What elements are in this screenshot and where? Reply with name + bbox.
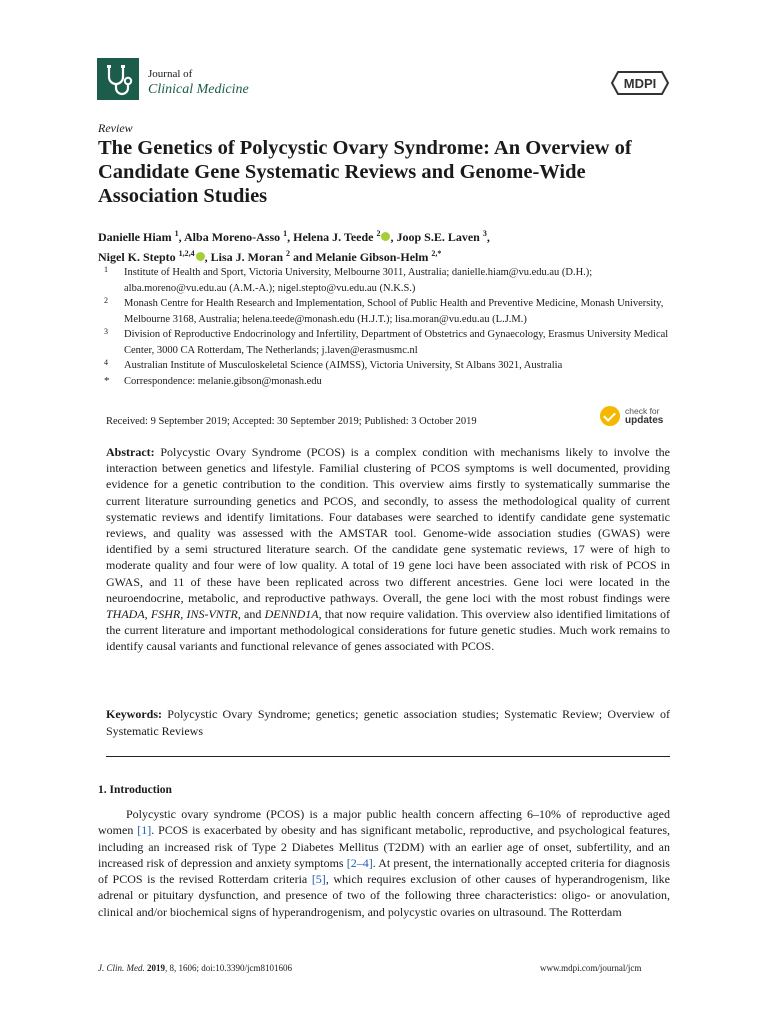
author-name: Danielle Hiam xyxy=(98,230,172,244)
author-separator: , xyxy=(486,230,490,244)
author-name: Alba Moreno-Asso xyxy=(184,230,281,244)
author-affiliation-mark: 1,2,4 xyxy=(178,248,195,258)
mdpi-logo[interactable] xyxy=(610,68,670,98)
keywords-text: Polycystic Ovary Syndrome; genetics; genetic association studies; Systematic Review; Overview of Systematic Reviews xyxy=(106,707,670,738)
journal-name-line2: Clinical Medicine xyxy=(148,82,249,97)
affiliation-mark: 2 xyxy=(104,296,108,305)
intro-text-3: . At present, the internationally accepted criteria for diagnosis of PCOS is the revised Rotterdam criteria xyxy=(98,855,670,887)
abstract-gene-last: DENND1A xyxy=(264,607,319,622)
intro-text-4: , which requires exclusion of other causes of hyperandrogenism, like adrenal or pituitary dysfunction, and presence of two of the following three characteristics: oligo- or anovulation, clinical and/or biochemical signs of hyperandrogenism, and polycystic ovaries on ultrasound. The Rotterdam xyxy=(98,872,670,919)
affiliation-text: Australian Institute of Musculoskeletal Science (AIMSS), Victoria University, St Albans 3021, Australia xyxy=(124,360,563,371)
footer-citation xyxy=(98,963,292,973)
affiliation-mark: 3 xyxy=(104,327,108,336)
author-separator: , xyxy=(390,230,397,244)
abstract-genes: THADA, FSHR, INS-VNTR xyxy=(106,607,238,622)
footer-url[interactable]: www.mdpi.com/journal/jcm xyxy=(540,963,642,973)
citation-link[interactable]: [2–4] xyxy=(346,855,373,870)
author-list xyxy=(98,226,678,265)
check-for-updates-button[interactable] xyxy=(600,406,672,428)
affiliation-text: Institute of Health and Sport, Victoria University, Melbourne 3011, Australia; danielle.hiam@vu.edu.au (D.H.); alba.moreno@vu.edu.au (A.M.-A.); nigel.stepto@vu.edu.au (N.K.S.) xyxy=(124,267,593,294)
author-separator: , xyxy=(178,230,185,244)
affiliation-item xyxy=(104,327,684,358)
introduction-heading: 1. Introduction xyxy=(98,784,172,796)
checkmark-icon xyxy=(600,406,620,426)
author-separator: , xyxy=(204,249,211,264)
affiliation-list xyxy=(104,265,684,389)
affiliation-mark: 1 xyxy=(104,265,108,274)
author-separator: , xyxy=(287,230,294,244)
author-affiliation-mark: 2 xyxy=(286,248,291,258)
section-divider xyxy=(106,756,670,757)
citation-link[interactable]: [5] xyxy=(311,872,326,887)
author-name: Lisa J. Moran xyxy=(210,249,284,264)
author-name: Helena J. Teede xyxy=(293,230,374,244)
author-separator: and xyxy=(290,249,316,264)
affiliation-item xyxy=(104,265,684,296)
journal-name xyxy=(148,66,249,98)
author-name: Melanie Gibson-Helm xyxy=(315,249,429,264)
page-title: The Genetics of Polycystic Ovary Syndrome: An Overview of Candidate Gene Systematic Reviews and Genome-Wide Association Studies xyxy=(98,137,632,207)
footer-year: 2019 xyxy=(147,963,165,973)
affiliation-item xyxy=(104,296,684,327)
author-affiliation-mark: 2 xyxy=(376,229,381,238)
introduction-paragraph xyxy=(98,806,670,920)
footer-volume-doi: , 8, 1606; doi:10.3390/jcm8101606 xyxy=(165,963,292,973)
affiliation-text: Monash Centre for Health Research and Implementation, School of Public Health and Preventive Medicine, Monash University, Melbourne 3168, Australia; helena.teede@monash.edu (H.J.T.); lisa.moran@vu.edu.au (L.J.M.) xyxy=(124,298,664,325)
author-name: Joop S.E. Laven xyxy=(396,230,480,244)
journal-name-line1: Journal of xyxy=(148,68,193,80)
check-updates-line1: check for xyxy=(625,406,660,416)
intro-text-2: . PCOS is exacerbated by obesity and has significant metabolic, reproductive, and psychological features, including an increased risk of Type 2 Diabetes Mellitus (T2DM) with an earlier age of onset, subfertility, and an increased risk of depression and anxiety symptoms xyxy=(98,823,671,870)
check-updates-line2: updates xyxy=(625,415,664,426)
abstract-text-1: Polycystic Ovary Syndrome (PCOS) is a complex condition with mechanisms likely to involve the interaction between genetics and lifestyle. Familial clustering of PCOS symptoms is well documented, providing evidence for a genetic contribution to the condition. This overview aims firstly to systematically summarise the current literature surrounding genetics and PCOS, and secondly, to assess the methodological quality of current systematic reviews and identify limitations. Four databases were searched to identify candidate gene systematic reviews, and quality was assessed with the AMSTAR tool. Genome-wide association studies (GWAS) were identified by a semi structured literature search. Of the candidate gene systematic reviews, 17 were of high to moderate quality and four were of low quality. A total of 19 gene loci have been associated with risk of PCOS in GWAS, and 11 of these have been replicated across two different ancestries. Gene loci were located in the neuroendocrine, metabolic, and reproductive pathways. Overall, the gene loci with the most robust findings were xyxy=(106,445,670,605)
affiliation-text: Division of Reproductive Endocrinology and Infertility, Department of Obstetrics and Gynaecology, Erasmus University Medical Center, 3000 CA Rotterdam, The Netherlands; j.laven@erasmusmc.nl xyxy=(124,329,669,356)
abstract-and: , and xyxy=(237,607,265,622)
check-for-updates-label xyxy=(625,407,663,425)
abstract-label: Abstract: xyxy=(106,445,155,459)
author-affiliation-mark: 1 xyxy=(174,229,179,238)
abstract xyxy=(106,444,670,655)
mdpi-logo-text: MDPI xyxy=(623,76,657,91)
orcid-icon[interactable] xyxy=(196,252,205,261)
affiliation-item xyxy=(104,358,684,374)
citation-link[interactable]: [1] xyxy=(137,823,152,838)
affiliation-mark: 4 xyxy=(104,358,108,367)
article-type: Review xyxy=(98,121,133,135)
intro-text-1: Polycystic ovary syndrome (PCOS) is a major public health concern affecting 6–10% of reproductive aged women xyxy=(98,807,670,838)
author-affiliation-mark: 1 xyxy=(283,229,288,238)
stethoscope-icon xyxy=(97,58,139,100)
author-affiliation-mark: 2,* xyxy=(431,248,442,258)
author-affiliation-mark: 3 xyxy=(482,229,487,238)
footer-journal-abbrev: J. Clin. Med. xyxy=(98,963,145,973)
affiliation-item xyxy=(104,374,684,390)
keywords-label: Keywords: xyxy=(106,707,162,721)
affiliation-text: Correspondence: melanie.gibson@monash.edu xyxy=(124,375,322,387)
publication-dates: Received: 9 September 2019; Accepted: 30 September 2019; Published: 3 October 2019 xyxy=(106,416,477,427)
abstract-text-2: , that now require validation. This overview also identified limitations of the current literature and important methodological considerations for future genetic studies. Much work remains to identify causal variants and functional relevance of genes associated with PCOS. xyxy=(106,607,671,654)
keywords xyxy=(106,706,670,739)
author-name: Nigel K. Stepto xyxy=(98,249,176,264)
affiliation-mark: * xyxy=(104,374,110,387)
